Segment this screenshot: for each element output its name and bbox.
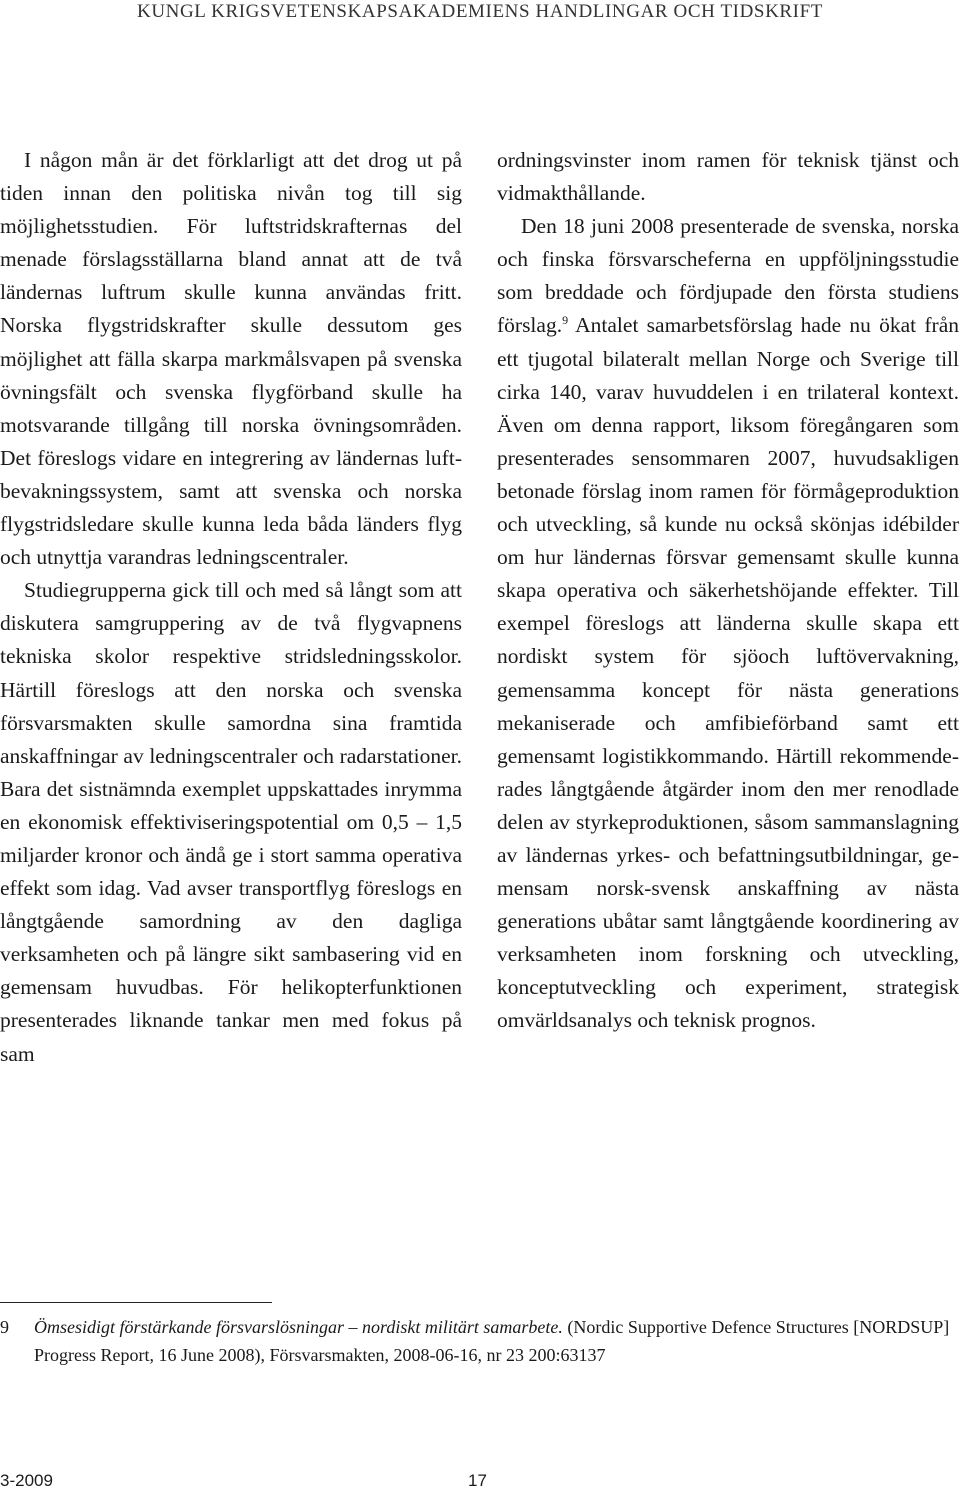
running-header: KUNGL KRIGSVETENSKAPSAKADEMIENS HANDLINGAR OCH TIDSKRIFT [137,1,823,22]
left-column [0,144,462,1071]
footnote-title: Ömsesidigt förstärkande försvarslösningar – nordiskt militärt samarbete. [34,1317,563,1337]
right-column [497,144,959,1038]
footnote-reference: 9 [562,313,569,328]
issue-label: 3-2009 [0,1471,53,1490]
footnote-body [34,1313,960,1369]
footnote-divider [0,1302,272,1303]
footnote-citation: (Nordic Supportive Defence Structures [NORDSUP] Progress Report, 16 June 2008), Försvarsmakten, 2008-06-16, nr 23 200:63137 [34,1317,950,1365]
body-paragraph: I någon mån är det förklarligt att det drog ut på tiden innan den politiska nivån tog till sig möjlighetsstudien. För luftstridskrafternas del menade förslagsställarna bland annat att de två ländernas luftrum skulle kunna användas fritt. Norska flygstridskrafter skulle dessutom ges möjlighet att fälla skarpa markmålsvapen på svenska övningsfält och svenska flygförband skulle ha motsvarande tillgång till norska övningsområden. Det föreslogs vidare en integrering av ländernas luftbevakningssystem, samt att svenska och norska flygstridsledare skulle kunna leda båda länders flyg och utnyttja varandras ledningscentraler. [0,148,462,570]
paragraph-text: Den 18 juni 2008 presenterade de svenska, norska och finska försvarscheferna en uppföljningsstudie som breddade och fördjupade den första studiens förslag. [497,214,959,338]
page-number: 17 [468,1471,487,1490]
footnote-number: 9 [0,1317,9,1337]
body-paragraph [497,210,959,1037]
body-paragraph-continuation: ordningsvinster inom ramen för teknisk tjänst och vidmakthållande. [497,148,959,206]
paragraph-text: Antalet samarbetsförslag hade nu ökat från ett tjugotal bilateralt mellan Norge och Sverige till cirka 140, varav huvuddelen i en trilateral kontext. Även om denna rapport, liksom föregångaren som presenterades sensommaren 2007, huvudsakligen betonade förslag inom ramen för förmågeproduktion och utveckling, så kunde nu också skönjas idébilder om hur ländernas försvar gemensamt skulle kunna skapa operativa och säkerhetshöjande effekter. Till exempel föreslogs att länderna skulle skapa ett nordiskt system för sjöoch luftövervakning, gemensamma koncept för nästa generations mekaniserade och amfibieförband samt ett gemensamt logistikkommando. Härtill rekommenderades långtgående åtgärder inom den mer renodlade delen av styrkeproduktionen, såsom sammanslagning av ländernas yrkes- och befattningsutbildningar, gemensam norsk-svensk anskaffning av nästa generations ubåtar samt långtgående koordinering av verksamheten inom forskning och utveckling, konceptutveckling och experiment, strategisk omvärldsanalys och teknisk prognos. [497,313,959,1033]
footnote [0,1313,960,1369]
body-paragraph: Studiegrupperna gick till och med så långt som att diskutera samgruppering av de två flygvapnens tekniska skolor respektive stridsledningsskolor. Härtill föreslogs att den norska och svenska försvarsmakten skulle samordna sina framtida anskaffningar av ledningscentraler och radarstationer. Bara det sistnämnda exemplet uppskattades inrymma en ekonomisk effektiviseringspotential om 0,5 – 1,5 miljarder kronor och ändå ge i stort samma operativa effekt som idag. Vad avser transportflyg föreslogs en långtgående samordning av den dagliga verksamheten och på längre sikt sambasering vid en gemensam huvudbas. För helikopterfunktionen presenterades liknande tankar men med fokus på sam [0,578,462,1066]
